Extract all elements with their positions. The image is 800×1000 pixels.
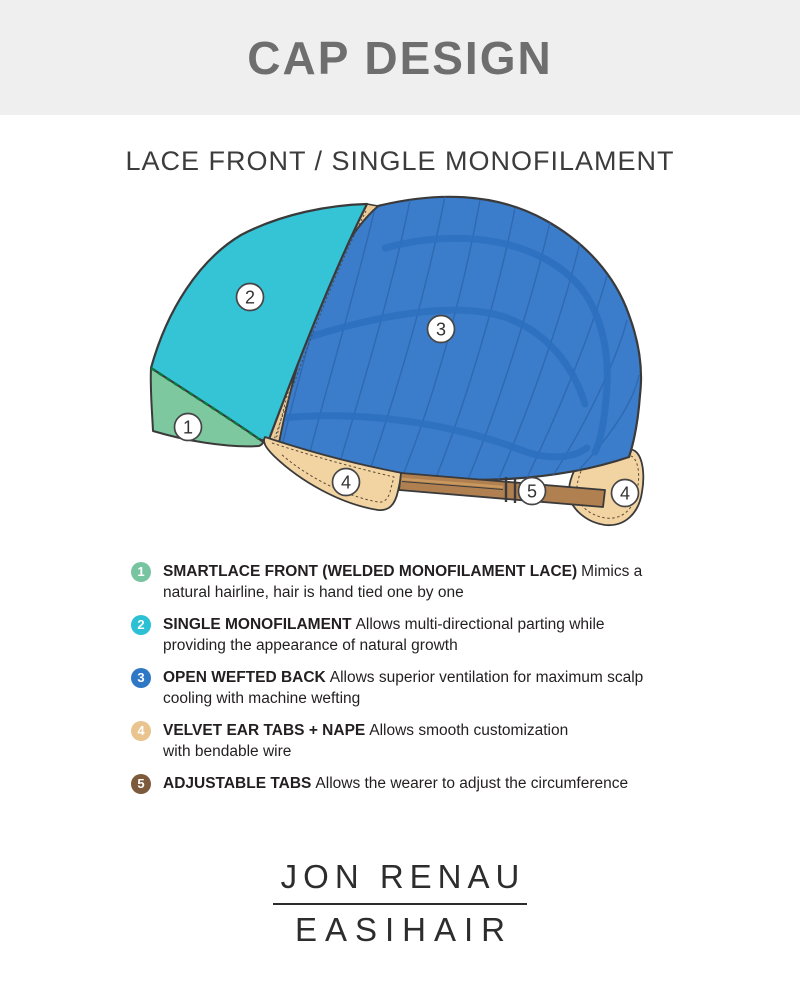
legend-item-smartlace-front [131,561,800,603]
legend-title-4: VELVET EAR TABS + NAPE [163,722,366,739]
legend-badge-2: 2 [131,615,151,635]
brand-name-top: JON RENAU [273,858,528,905]
header-band [0,0,800,115]
callout-5 [519,478,546,505]
cap-diagram-svg [135,190,665,540]
svg-text:4: 4 [619,483,631,504]
legend-badge-1: 1 [131,562,151,582]
legend-badge-4: 4 [131,721,151,741]
brand-logo [273,858,528,949]
svg-text:5: 5 [526,481,538,502]
callout-3 [428,316,455,343]
callout-2 [237,284,264,311]
legend-item-velvet-ear-tabs [131,720,800,762]
brand-name-bottom: EASIHAIR [294,911,514,948]
legend-description-1: Mimics a natural hairline, hair is hand tied one by one [163,563,643,601]
legend-text-5 [163,773,628,794]
legend-item-adjustable-tabs [131,773,800,794]
callout-1 [175,414,202,441]
legend-description-4: Allows smooth customization with bendable wire [163,722,569,760]
svg-text:4: 4 [340,472,352,493]
legend-item-open-wefted-back [131,667,800,709]
legend-title-2: SINGLE MONOFILAMENT [163,616,352,633]
legend-item-single-monofilament [131,614,800,656]
callout-4-ear [333,469,360,496]
legend-description-2: Allows multi-directional parting while providing the appearance of natural growth [163,616,605,654]
legend-badge-3: 3 [131,668,151,688]
legend-title-1: SMARTLACE FRONT (WELDED MONOFILAMENT LACE) [163,563,578,580]
legend-text-3 [163,667,651,709]
svg-text:1: 1 [182,417,194,438]
legend-badge-5: 5 [131,774,151,794]
footer [0,858,800,949]
legend-text-1 [163,561,663,603]
cap-design-subtitle: LACE FRONT / SINGLE MONOFILAMENT [125,146,675,176]
legend-title-5: ADJUSTABLE TABS [163,775,312,792]
cap-diagram [135,190,665,545]
legend-description-5: Allows the wearer to adjust the circumference [315,775,629,792]
legend-description-3: Allows superior ventilation for maximum scalp cooling with machine wefting [163,669,644,707]
legend-title-3: OPEN WEFTED BACK [163,669,326,686]
callout-4-nape [612,480,639,507]
svg-text:3: 3 [435,319,447,340]
legend-text-2 [163,614,618,656]
legend-text-4 [163,720,593,762]
page-title: CAP DESIGN [247,31,553,84]
svg-text:2: 2 [244,287,256,308]
legend [131,561,800,794]
